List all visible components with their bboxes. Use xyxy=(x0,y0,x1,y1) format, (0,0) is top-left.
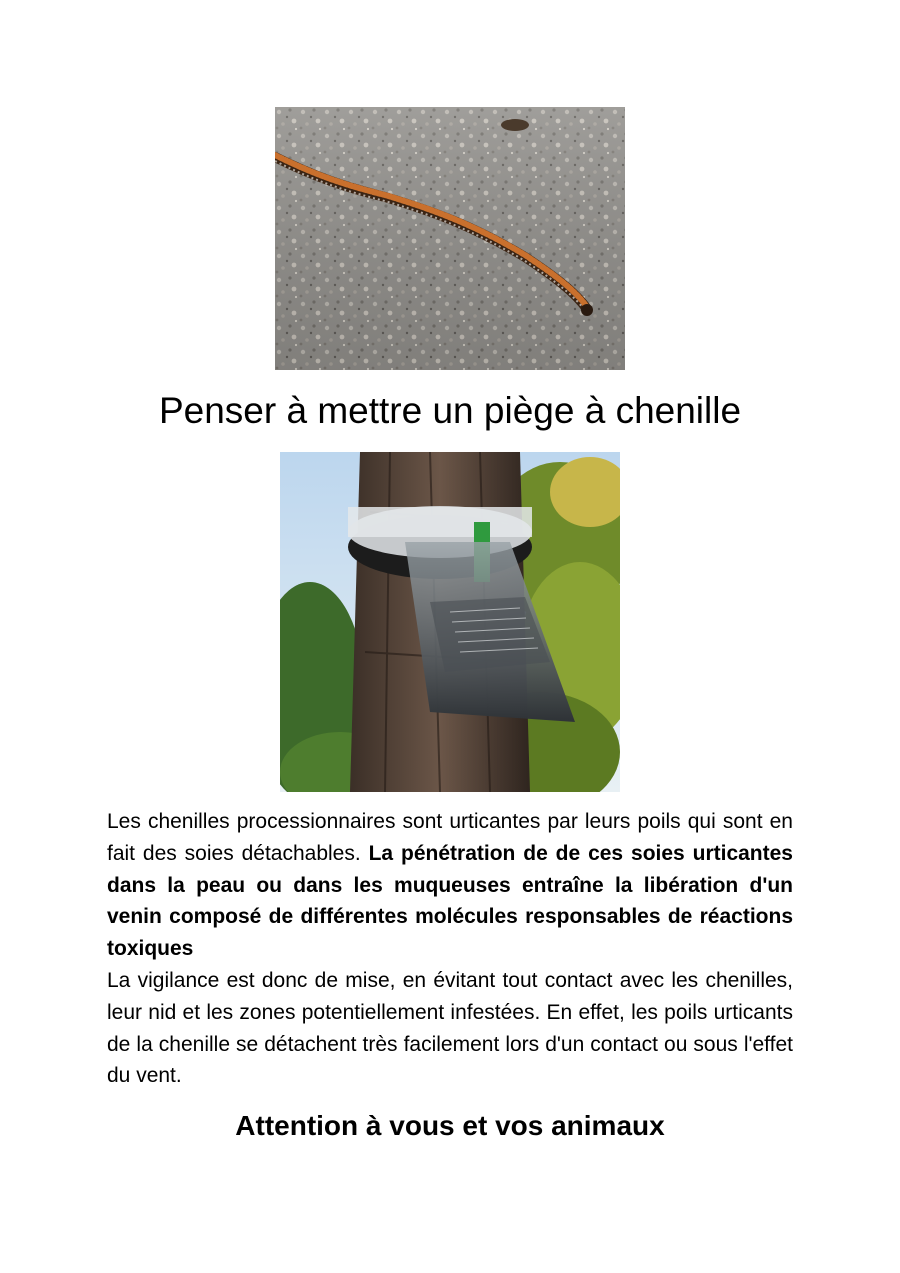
paragraph-1 xyxy=(107,806,793,965)
paragraph-1-normal: Les chenilles processionnaires sont urticantes par leurs poils qui sont en fait des soies détachables. xyxy=(107,810,793,865)
paragraph-2: La vigilance est donc de mise, en évitant tout contact avec les chenilles, leur nid et les zones potentiellement infestées. En effet, les poils urticants de la chenille se détachent très facilement lors d'un contact ou sous l'effet du vent. xyxy=(107,968,793,1088)
page-title: Penser à mettre un piège à chenille xyxy=(158,390,742,431)
body-text xyxy=(107,806,793,1092)
caterpillar-procession-photo xyxy=(275,107,625,370)
footer-heading: Attention à vous et vos animaux xyxy=(235,1110,665,1141)
paragraph-1-bold: La pénétration de de ces soies urticantes dans la peau ou dans les muqueuses entraîne la libération d'un venin composé de différentes molécules responsables de réactions toxiques xyxy=(107,841,793,961)
caterpillar-trap-photo xyxy=(280,452,620,792)
